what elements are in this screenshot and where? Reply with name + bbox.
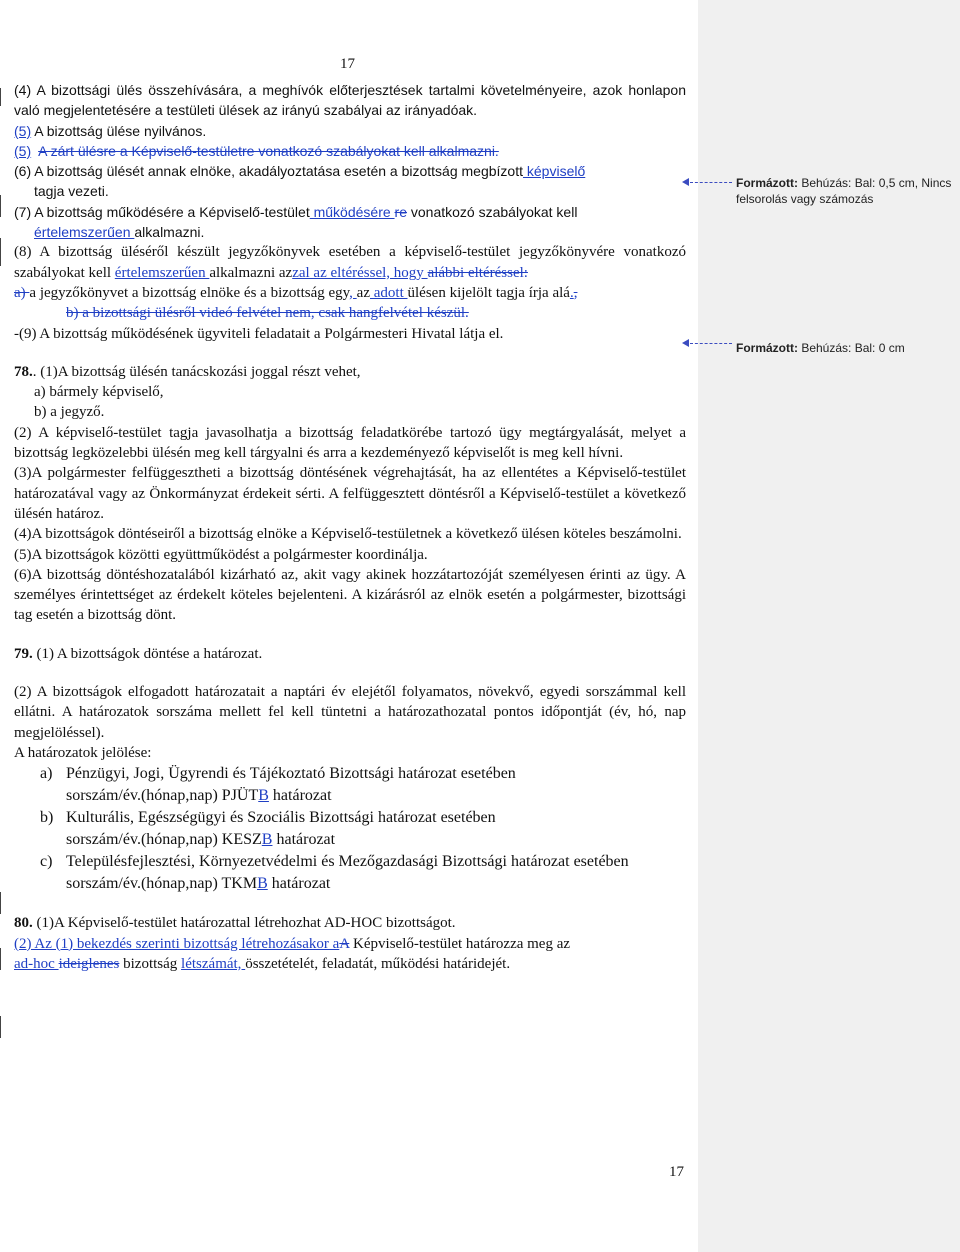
format-comment-2[interactable] — [736, 340, 956, 356]
inserted-text: B — [257, 875, 268, 893]
list-item-code — [14, 785, 686, 807]
change-bar — [0, 1016, 1, 1038]
change-bar — [0, 948, 1, 970]
inserted-text: értelemszerűen — [34, 224, 135, 241]
change-bar — [0, 195, 1, 217]
paragraph-5-deleted — [14, 141, 686, 161]
paragraph-6-text: (6) A bizottság ülését annak elnöke, akadályoztatása esetén a bizottság megbízott — [14, 163, 523, 180]
section-78-para-6: (6)A bizottság döntéshozatalából kizárható az, akit vagy akinek hozzátartozóját személyesen érinti az ügy. A személyes érintettséget az érdekelt köteles bejelenteni. A kizárásról az elnök esetén a polgármester, bizottsági tag esetén a bizottság dönt. — [14, 566, 686, 624]
inserted-text: zal az eltéréssel, hogy — [292, 264, 428, 281]
section-78-para-5: (5)A bizottságok közötti együttműködést a polgármester koordinálja. — [14, 546, 428, 563]
section-79-text: (1) A bizottságok döntése a határozat. — [32, 645, 263, 662]
paragraph-9-text: -(9) A bizottság működésének ügyviteli feladatait a Polgármesteri Hivatal látja el. — [14, 325, 504, 342]
inserted-text: ad-hoc — [14, 955, 59, 972]
section-78-item-b — [14, 402, 686, 422]
inserted-text: . — [569, 284, 574, 301]
change-bar — [0, 892, 1, 914]
section-79-para-2: (2) A bizottságok elfogadott határozatait a naptári év elejétől folyamatos, növekvő, egyedi sorszámmal kell ellátni. A határozatok sorszáma mellett fel kell tüntetni a határozathozatal pontos időpontját (év, hó, nap megjelöléssel). — [14, 684, 686, 741]
comment-connector — [690, 343, 732, 344]
comment-anchor-arrow-icon — [682, 339, 689, 347]
deleted-text: A — [339, 935, 350, 952]
paragraph-7-text-3: alkalmazni. — [134, 224, 205, 241]
code-text: sorszám/év.(hónap,nap) PJÜT — [66, 787, 259, 805]
inserted-text: (2) Az (1) bekezdés szerinti bizottság létrehozásakor a — [14, 935, 340, 952]
list-item — [14, 807, 686, 829]
code-suffix: határozat — [272, 831, 336, 849]
paragraph-8-text-4: az — [356, 284, 370, 301]
paragraph-9 — [14, 324, 686, 344]
section-80-text-4: összetételét, feladatát, működési határidejét. — [245, 955, 511, 972]
paragraph-8-text-3: a jegyzőkönyvet a bizottság elnöke és a bizottság egy — [29, 284, 350, 301]
deleted-paragraph-number: (5) — [14, 142, 32, 159]
inserted-text: B — [258, 787, 269, 805]
section-78-para-3: (3)A polgármester felfüggesztheti a bizottság döntésének végrehajtását, ha az ellentétes a Képviselő-testület határozatával vagy az Önkormányzat érdekeit sérti. A felfüggesztett döntésről a Képviselő-testület a következő ülésén határoz. — [14, 465, 686, 522]
section-78-heading — [14, 362, 686, 382]
code-text: sorszám/év.(hónap,nap) TKM — [66, 875, 258, 893]
section-78-text: . (1)A bizottság ülésén tanácskozási joggal részt vehet, — [32, 363, 361, 380]
deleted-text: b) a bizottsági ülésről videó felvétel nem, csak hangfelvétel készül. — [66, 305, 469, 322]
section-78-para-4: (4)A bizottságok döntéseiről a bizottság elnöke a Képviselő-testületnek a következő ülésen köteles beszámolni. — [14, 526, 682, 543]
paragraph-5 — [14, 121, 686, 141]
list-item-text: Pénzügyi, Jogi, Ügyrendi és Tájékoztató Bizottsági határozat esetében — [66, 765, 516, 783]
document-body — [14, 80, 686, 974]
page-number-top: 17 — [340, 56, 355, 72]
list-item — [14, 851, 686, 873]
deleted-paragraph-text: A zárt ülésre a Képviselő-testületre vonatkozó szabályokat kell alkalmazni. — [38, 142, 499, 159]
comment-anchor-arrow-icon — [682, 178, 689, 186]
section-79-heading — [14, 644, 686, 664]
inserted-text: létszámát, — [181, 955, 246, 972]
comment-text: Behúzás: Bal: 0,5 cm, Nincs felsorolás vagy számozás — [736, 176, 952, 206]
list-label: c) — [40, 853, 53, 871]
inserted-text: képviselő — [523, 163, 586, 180]
comment-connector — [690, 182, 732, 183]
paragraph-8-text-2: alkalmazni az — [209, 264, 293, 281]
list-item-text: a) bármely képviselő, — [34, 384, 164, 401]
list-item — [14, 763, 686, 785]
deleted-text: alábbi eltéréssel: — [427, 264, 528, 281]
comment-text: Behúzás: Bal: 0 cm — [798, 341, 905, 355]
list-label: b) — [40, 809, 54, 827]
paragraph-5-text: A bizottság ülése nyilvános. — [31, 122, 207, 139]
code-suffix: határozat — [267, 875, 331, 893]
paragraph-5-number: (5) — [14, 122, 32, 139]
change-bar — [0, 88, 1, 106]
paragraph-8 — [14, 242, 686, 303]
inserted-text: adott — [370, 284, 408, 301]
paragraph-7-text: (7) A bizottság működésére a Képviselő-testület — [14, 203, 310, 220]
section-number: 78. — [14, 363, 33, 380]
list-item-text: Kulturális, Egészségügyi és Szociális Bizottsági határozat esetében — [66, 809, 496, 827]
list-item-text: Településfejlesztési, Környezetvédelmi és Mezőgazdasági Bizottsági határozat esetében — [66, 853, 629, 871]
comment-label: Formázott: — [736, 176, 798, 190]
code-suffix: határozat — [268, 787, 332, 805]
deleted-text: , — [573, 284, 578, 301]
deleted-text: re — [394, 203, 407, 220]
paragraph-7-text-2: vonatkozó szabályokat kell — [407, 203, 578, 220]
resolution-code-list — [14, 763, 686, 895]
inserted-text: B — [261, 831, 273, 849]
section-78-item-a — [14, 382, 686, 402]
change-bar — [0, 238, 1, 266]
paragraph-7 — [14, 202, 686, 243]
section-80-text: (1)A Képviselő-testület határozattal létrehozhat AD-HOC bizottságot. — [32, 915, 456, 932]
list-item-text: b) a jegyző. — [34, 404, 105, 421]
list-item-code — [14, 873, 686, 895]
section-80-text-2: Képviselő-testület határozza meg az — [349, 935, 571, 952]
inserted-text: működésére — [309, 203, 395, 220]
list-label: a) — [40, 765, 53, 783]
comment-label: Formázott: — [736, 341, 798, 355]
code-text: sorszám/év.(hónap,nap) KESZ — [66, 831, 262, 849]
section-number: 80. — [14, 915, 33, 932]
section-79-list-heading: A határozatok jelölése: — [14, 744, 152, 761]
list-item-code — [14, 829, 686, 851]
format-comment-1[interactable] — [736, 175, 956, 207]
paragraph-4-text: (4) A bizottsági ülés összehívására, a meghívók előterjesztések tartalmi követelményeire, azok honlapon való megjelentetésére a testületi ülések az irányú szabályai az irányadóak. — [14, 82, 686, 119]
paragraph-6-continuation: tagja vezeti. — [34, 183, 109, 200]
section-80-para-2 — [14, 934, 686, 975]
deleted-text: a) — [14, 284, 30, 301]
section-78-para-2: (2) A képviselő-testület tagja javasolhatja a bizottság feladatkörébe tartozó ügy megtárgyalását, melyet a bizottság legközelebbi ülésén meg kell tárgyalni és arra a kezdeményező képviselőt is meg kell hívni. — [14, 424, 686, 462]
paragraph-8-text-5: ülésen kijelölt tagja írja alá — [407, 284, 570, 301]
inserted-text: , — [349, 284, 357, 301]
section-number: 79. — [14, 645, 33, 662]
deleted-text: ideiglenes — [58, 955, 120, 972]
page-number-bottom: 17 — [669, 1164, 684, 1180]
paragraph-6 — [14, 161, 686, 202]
section-80-text-3: bizottság — [119, 955, 182, 972]
section-80-heading — [14, 913, 686, 933]
paragraph-8-deleted-b — [14, 303, 686, 323]
inserted-text: értelemszerűen — [114, 264, 210, 281]
paragraph-4 — [14, 80, 686, 121]
paragraph-8-text: (8) A bizottság üléséről készült jegyzőkönyvek esetében a képviselő-testület jegyzőkönyvére vonatkozó szabályokat kell — [14, 244, 686, 281]
